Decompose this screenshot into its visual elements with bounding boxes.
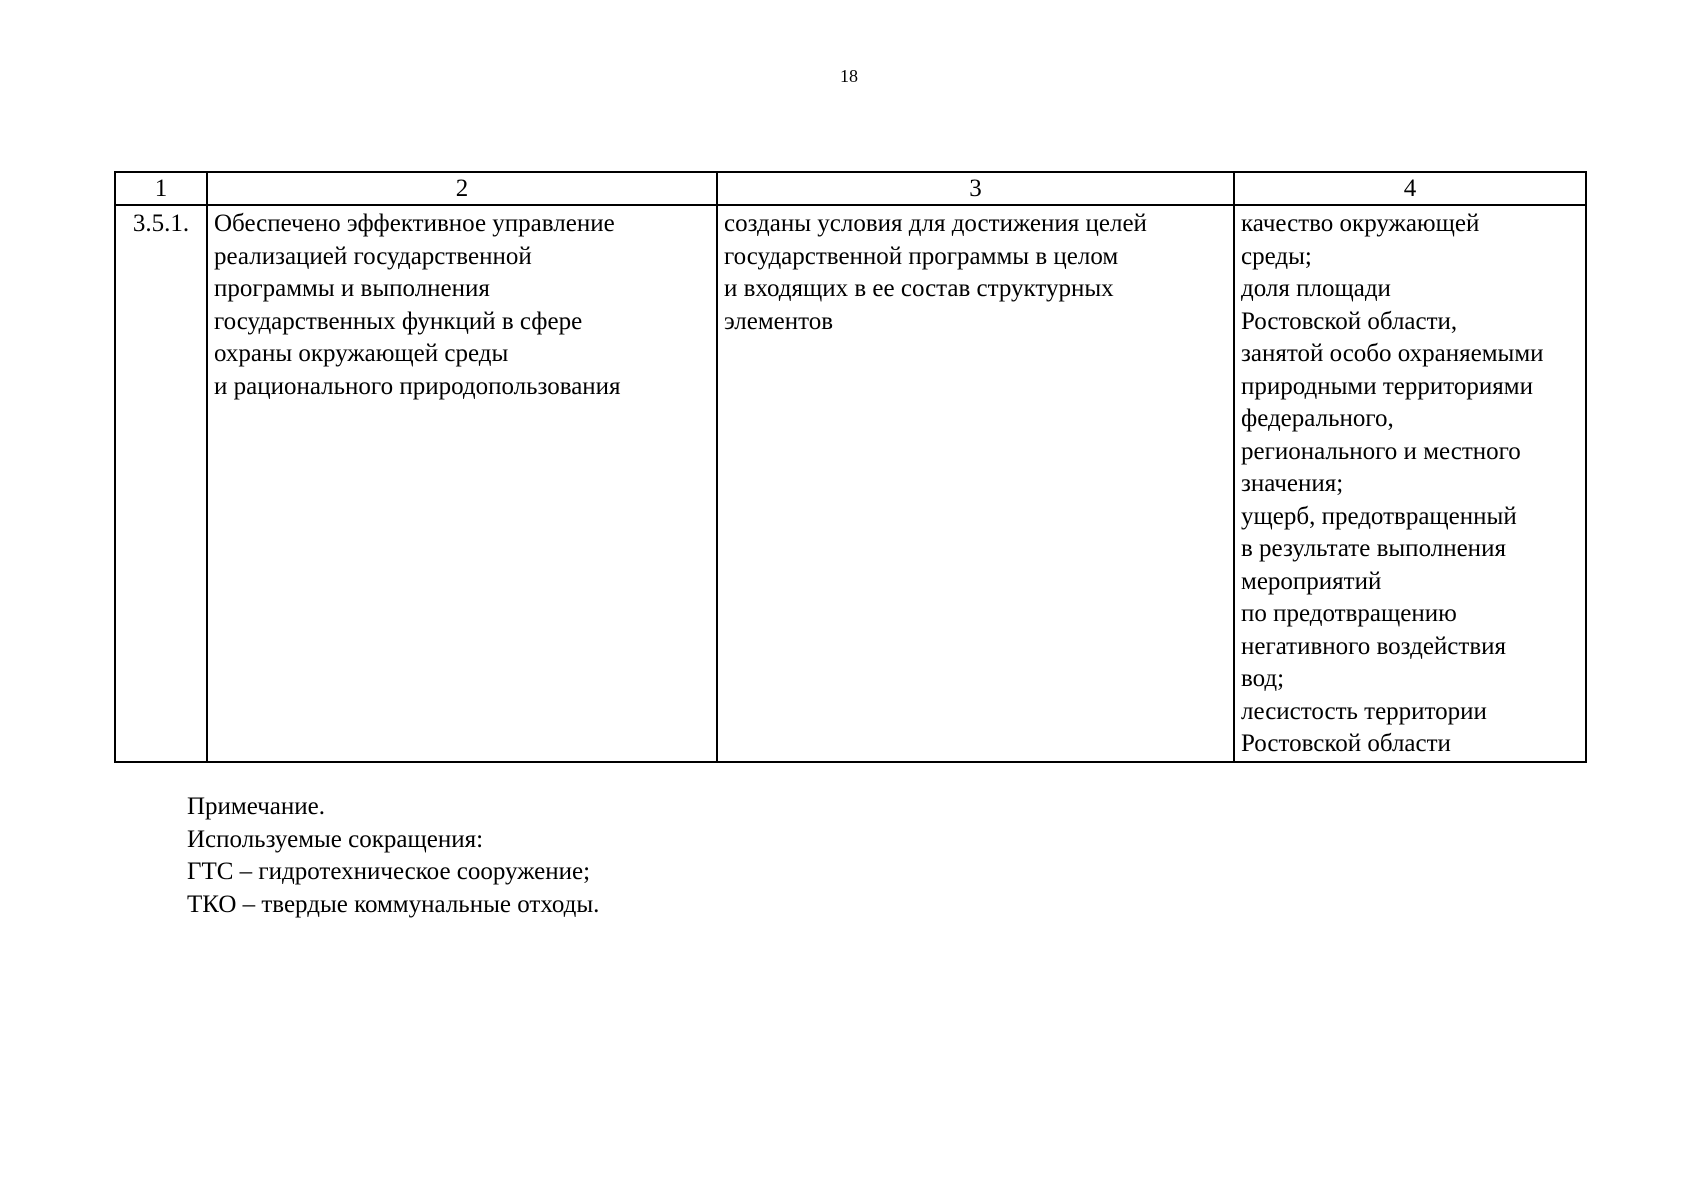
indicator-text-line: федерального, bbox=[1241, 405, 1394, 432]
column-header-4: 4 bbox=[1234, 172, 1586, 205]
indicator-text-line: качество окружающей bbox=[1241, 210, 1480, 237]
result-text-line: охраны окружающей среды bbox=[214, 340, 509, 367]
column-header-1: 1 bbox=[115, 172, 207, 205]
row-number: 3.5.1. bbox=[132, 210, 190, 237]
indicator-text-line: занятой особо охраняемыми bbox=[1241, 340, 1544, 367]
note-subtitle: Используемые сокращения: bbox=[187, 825, 484, 853]
indicator-text-line: ущерб, предотвращенный bbox=[1241, 502, 1517, 530]
abbreviation-item: ГТС – гидротехническое сооружение; bbox=[187, 858, 591, 885]
indicator-text-line: лесистость территории bbox=[1241, 697, 1487, 725]
abbreviation-item: ТКО – твердые коммунальные отходы. bbox=[187, 890, 600, 918]
indicator-text-line: Ростовской области, bbox=[1241, 307, 1458, 335]
indicator-text-line: регионального и местного bbox=[1241, 437, 1521, 465]
result-text-line: и рационального природопользования bbox=[214, 372, 621, 400]
column-header-2: 2 bbox=[207, 172, 717, 205]
note-title: Примечание. bbox=[187, 793, 326, 820]
result-text-line: программы и выполнения bbox=[214, 275, 490, 302]
table-row bbox=[115, 205, 1586, 762]
note-block bbox=[187, 791, 599, 921]
page-number: 18 bbox=[840, 66, 858, 86]
table-header-row bbox=[115, 172, 1586, 205]
indicator-text-line: значения; bbox=[1241, 470, 1344, 497]
effect-cell bbox=[717, 205, 1234, 762]
indicators-cell bbox=[1234, 205, 1586, 762]
indicator-text-line: Ростовской области bbox=[1241, 730, 1451, 757]
row-number-cell bbox=[115, 205, 207, 762]
effect-text-line: государственной программы в целом bbox=[724, 242, 1119, 270]
column-header-3: 3 bbox=[717, 172, 1234, 205]
indicator-text-line: среды; bbox=[1241, 242, 1312, 270]
indicator-text-line: в результате выполнения bbox=[1241, 535, 1506, 562]
indicator-text-line: вод; bbox=[1241, 665, 1285, 692]
indicator-text-line: доля площади bbox=[1241, 275, 1391, 302]
effect-text-line: созданы условия для достижения целей bbox=[724, 210, 1147, 237]
indicator-text-line: природными территориями bbox=[1241, 372, 1533, 400]
indicator-text-line: негативного воздействия bbox=[1241, 632, 1507, 660]
indicator-text-line: по предотвращению bbox=[1241, 600, 1457, 627]
indicator-text-line: мероприятий bbox=[1241, 567, 1382, 595]
result-text-line: реализацией государственной bbox=[214, 242, 532, 270]
measures-table bbox=[114, 171, 1587, 763]
effect-text-line: и входящих в ее состав структурных bbox=[724, 275, 1114, 302]
result-text-line: государственных функций в сфере bbox=[214, 307, 583, 335]
result-text-line: Обеспечено эффективное управление bbox=[214, 210, 615, 237]
result-cell bbox=[207, 205, 717, 762]
effect-text-line: элементов bbox=[724, 307, 834, 335]
